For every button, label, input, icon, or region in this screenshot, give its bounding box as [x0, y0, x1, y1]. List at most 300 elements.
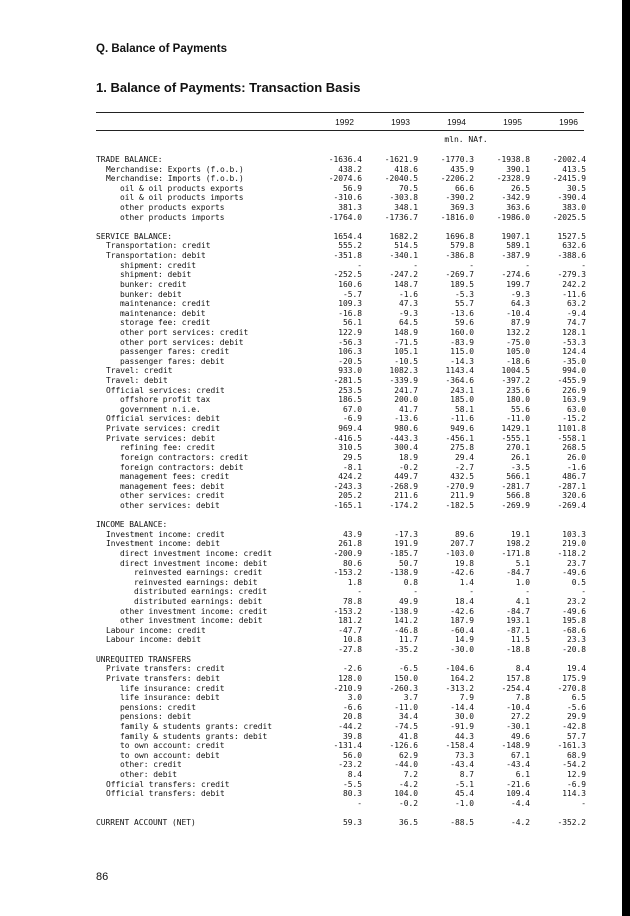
cell-1994: -30.0: [450, 645, 474, 655]
cell-1995: 49.6: [510, 731, 530, 741]
table-row: [96, 655, 584, 665]
table-row: [96, 549, 584, 559]
row-label: other: credit: [120, 760, 182, 770]
row-label: shipment: debit: [120, 270, 192, 280]
cell-1992: 933.0: [338, 366, 362, 376]
cell-1992: 106.3: [338, 347, 362, 357]
cell-1993: 11.7: [398, 635, 418, 645]
cell-1992: 555.2: [338, 241, 362, 251]
cell-1996: -9.4: [566, 308, 586, 318]
row-label: other: debit: [120, 770, 178, 779]
table-row: [96, 251, 584, 261]
cell-1992: -16.8: [338, 308, 362, 318]
cell-1996: 26.0: [566, 452, 586, 462]
table-row: [96, 241, 584, 251]
row-label: reinvested earnings: debit: [134, 577, 258, 587]
cell-1995: -397.2: [501, 376, 530, 386]
cell-1995: 363.6: [506, 203, 530, 213]
cell-1992: 29.5: [342, 452, 362, 462]
row-label: family & students grants: debit: [120, 731, 268, 741]
cell-1996: 128.1: [562, 327, 586, 337]
cell-1993: -6.5: [398, 664, 418, 674]
cell-1992: -416.5: [333, 433, 362, 443]
cell-1992: 1.8: [347, 577, 362, 587]
cell-1996: 23.7: [566, 558, 586, 568]
cell-1993: -0.2: [398, 798, 418, 808]
cell-1996: -20.8: [562, 645, 586, 655]
cell-1993: 191.9: [394, 539, 418, 549]
cell-1992: -: [357, 587, 362, 597]
cell-1995: 270.1: [506, 443, 530, 453]
table-row: [96, 751, 584, 761]
cell-1993: -71.5: [394, 337, 418, 347]
cell-1994: -11.6: [450, 414, 474, 424]
cell-1996: -390.4: [557, 193, 586, 203]
cell-1996: 413.5: [562, 164, 586, 174]
cell-1993: 50.7: [398, 558, 418, 568]
cell-1992: 56.0: [342, 750, 362, 760]
cell-1993: 64.5: [398, 318, 418, 328]
cell-1992: 310.5: [338, 443, 362, 453]
cell-1996: 57.7: [566, 731, 586, 741]
cell-1995: 1.0: [515, 577, 530, 587]
cell-1993: -1736.7: [384, 212, 418, 222]
cell-1995: -4.4: [510, 798, 530, 808]
row-label: bunker: credit: [120, 279, 187, 289]
cell-1992: 122.9: [338, 327, 362, 337]
cell-1992: -5.5: [342, 779, 362, 789]
cell-1994: -456.1: [445, 433, 474, 443]
cell-1994: -313.2: [445, 683, 474, 693]
spacer-row: [96, 808, 584, 818]
year-header: 1992: [335, 117, 354, 127]
cell-1995: 1004.5: [501, 366, 530, 376]
table-row: [96, 366, 584, 376]
cell-1996: 320.6: [562, 491, 586, 501]
cell-1995: -: [525, 260, 530, 270]
cell-1996: 23.2: [566, 597, 586, 607]
cell-1994: 115.0: [450, 347, 474, 357]
row-label: passenger fares: debit: [120, 356, 225, 366]
row-label: life insurance: credit: [120, 683, 225, 693]
table-row: [96, 568, 584, 578]
row-label: Labour income: debit: [106, 635, 202, 645]
cell-1993: 49.9: [398, 597, 418, 607]
table-row: [96, 587, 584, 597]
cell-1992: -6.6: [342, 702, 362, 712]
cell-1993: 200.0: [394, 395, 418, 405]
row-label: other services: debit: [120, 500, 220, 510]
cell-1992: -6.9: [342, 414, 362, 424]
cell-1995: 67.1: [510, 750, 530, 760]
table-row: [96, 280, 584, 290]
table-row: [96, 818, 584, 828]
cell-1992: -47.7: [338, 625, 362, 635]
cell-1995: 180.0: [506, 395, 530, 405]
cell-1996: 6.5: [571, 693, 586, 703]
row-label: Travel: debit: [106, 376, 168, 386]
row-label: Official transfers: credit: [106, 779, 230, 789]
row-label: to own account: credit: [120, 741, 225, 751]
cell-1994: 29.4: [454, 452, 474, 462]
cell-1993: -11.0: [394, 702, 418, 712]
table-row: [96, 789, 584, 799]
cell-1996: 268.5: [562, 443, 586, 453]
table-row: [96, 213, 584, 223]
cell-1996: 486.7: [562, 472, 586, 482]
table-row: [96, 328, 584, 338]
cell-1993: 41.8: [398, 731, 418, 741]
cell-1992: 160.6: [338, 279, 362, 289]
table-row: [96, 443, 584, 453]
cell-1993: 148.9: [394, 327, 418, 337]
cell-1995: -2328.9: [496, 174, 530, 184]
table-row: [96, 578, 584, 588]
cell-1994: 160.0: [450, 327, 474, 337]
year-header: 1993: [391, 117, 410, 127]
cell-1996: -279.3: [557, 270, 586, 280]
table-row: [96, 539, 584, 549]
cell-1995: -18.8: [506, 645, 530, 655]
row-label: Transportation: credit: [106, 241, 211, 251]
cell-1994: 207.7: [450, 539, 474, 549]
cell-1992: 381.3: [338, 203, 362, 213]
table-row: [96, 424, 584, 434]
cell-1995: -10.4: [506, 308, 530, 318]
cell-1993: -2040.5: [384, 174, 418, 184]
cell-1992: 1654.4: [333, 231, 362, 241]
cell-1996: -35.0: [562, 356, 586, 366]
cell-1992: -210.9: [333, 683, 362, 693]
row-label: Transportation: debit: [106, 251, 206, 261]
row-label: management fees: credit: [120, 472, 230, 482]
cell-1994: -5.1: [454, 779, 474, 789]
cell-1996: -2025.5: [552, 212, 586, 222]
cell-1994: -2206.2: [440, 174, 474, 184]
page-number: 86: [96, 871, 109, 883]
cell-1992: -165.1: [333, 500, 362, 510]
cell-1993: 211.6: [394, 491, 418, 501]
row-label: Merchandise: Exports (f.o.b.): [106, 164, 244, 174]
cell-1994: -158.4: [445, 741, 474, 751]
cell-1995: 109.4: [506, 789, 530, 799]
cell-1995: 566.8: [506, 491, 530, 501]
cell-1993: 105.1: [394, 347, 418, 357]
cell-1994: 55.7: [454, 299, 474, 309]
spacer-row: [96, 511, 584, 521]
cell-1995: -1986.0: [496, 212, 530, 222]
cell-1993: 141.2: [394, 616, 418, 626]
cell-1993: -260.3: [389, 683, 418, 693]
cell-1992: 43.9: [342, 529, 362, 539]
row-label: Private transfers: credit: [106, 664, 225, 674]
table-row: [96, 434, 584, 444]
table-row: [96, 607, 584, 617]
table-row: [96, 261, 584, 271]
cell-1996: -270.8: [557, 683, 586, 693]
cell-1996: -49.6: [562, 606, 586, 616]
cell-1995: 55.6: [510, 404, 530, 414]
cell-1993: -10.5: [394, 356, 418, 366]
cell-1995: -4.2: [510, 818, 530, 828]
cell-1995: 199.7: [506, 279, 530, 289]
row-label: pensions: credit: [120, 702, 197, 712]
cell-1995: 1907.1: [501, 231, 530, 241]
cell-1993: 418.6: [394, 164, 418, 174]
cell-1993: 104.0: [394, 789, 418, 799]
cell-1995: -387.9: [501, 251, 530, 261]
cell-1996: 103.3: [562, 529, 586, 539]
cell-1996: 226.9: [562, 385, 586, 395]
cell-1992: 128.0: [338, 673, 362, 683]
cell-1995: -11.0: [506, 414, 530, 424]
cell-1996: 219.0: [562, 539, 586, 549]
cell-1996: 0.5: [571, 577, 586, 587]
cell-1995: 193.1: [506, 616, 530, 626]
cell-1994: -103.0: [445, 548, 474, 558]
cell-1993: -247.2: [389, 270, 418, 280]
cell-1993: -1.6: [398, 289, 418, 299]
cell-1994: 44.3: [454, 731, 474, 741]
cell-1992: 261.8: [338, 539, 362, 549]
table-row: [96, 386, 584, 396]
table-row: [96, 309, 584, 319]
cell-1995: 157.8: [506, 673, 530, 683]
table-row: [96, 616, 584, 626]
cell-1996: 23.3: [566, 635, 586, 645]
cell-1996: -11.6: [562, 289, 586, 299]
cell-1993: -17.3: [394, 529, 418, 539]
cell-1992: -56.3: [338, 337, 362, 347]
cell-1996: 74.7: [566, 318, 586, 328]
cell-1992: 20.8: [342, 712, 362, 722]
row-label: Labour income: credit: [106, 625, 206, 635]
section-title: Q. Balance of Payments: [96, 43, 228, 55]
cell-1995: 26.5: [510, 183, 530, 193]
cell-1994: -270.9: [445, 481, 474, 491]
cell-1993: 62.9: [398, 750, 418, 760]
cell-1992: 969.4: [338, 424, 362, 434]
cell-1992: -: [357, 260, 362, 270]
cell-1994: -83.9: [450, 337, 474, 347]
cell-1992: -: [357, 798, 362, 808]
table-row: [96, 520, 584, 530]
cell-1993: -44.0: [394, 760, 418, 770]
row-label: maintenance: credit: [120, 299, 211, 309]
cell-1992: 8.4: [347, 770, 362, 779]
cell-1992: -5.7: [342, 289, 362, 299]
row-label: passenger fares: credit: [120, 347, 230, 357]
row-label: government n.i.e.: [120, 404, 201, 414]
cell-1993: -0.2: [398, 462, 418, 472]
spacer-row: [96, 222, 584, 232]
cell-1994: 1696.8: [445, 231, 474, 241]
row-label: TRADE BALANCE:: [96, 155, 163, 164]
cell-1995: -84.7: [506, 606, 530, 616]
cell-1996: -49.6: [562, 568, 586, 578]
row-label: to own account: debit: [120, 750, 220, 760]
cell-1995: -87.1: [506, 625, 530, 635]
cell-1994: -14.3: [450, 356, 474, 366]
cell-1994: -88.5: [450, 818, 474, 828]
row-label: UNREQUITED TRANSFERS: [96, 654, 192, 664]
cell-1996: -15.2: [562, 414, 586, 424]
cell-1994: -390.2: [445, 193, 474, 203]
cell-1993: -443.3: [389, 433, 418, 443]
cell-1996: 19.4: [566, 664, 586, 674]
table-row: [96, 405, 584, 415]
cell-1996: 632.6: [562, 241, 586, 251]
table-row: [96, 597, 584, 607]
row-label: other port services: debit: [120, 337, 244, 347]
table-row: [96, 318, 584, 328]
cell-1993: 1082.3: [389, 366, 418, 376]
cell-1995: 19.1: [510, 529, 530, 539]
cell-1993: -185.7: [389, 548, 418, 558]
cell-1992: -252.5: [333, 270, 362, 280]
cell-1993: 1682.2: [389, 231, 418, 241]
cell-1993: -303.8: [389, 193, 418, 203]
cell-1995: -171.8: [501, 548, 530, 558]
cell-1996: -6.9: [566, 779, 586, 789]
row-label: Private services: debit: [106, 433, 216, 443]
balance-of-payments-table: [96, 155, 584, 828]
row-label: bunker: debit: [120, 289, 182, 299]
cell-1996: 1527.5: [557, 231, 586, 241]
table-row: [96, 347, 584, 357]
cell-1993: 47.3: [398, 299, 418, 309]
cell-1993: -174.2: [389, 500, 418, 510]
cell-1994: 19.8: [454, 558, 474, 568]
row-label: other products imports: [120, 212, 225, 222]
cell-1994: 243.1: [450, 385, 474, 395]
cell-1994: -: [469, 260, 474, 270]
row-label: Official transfers: debit: [106, 789, 225, 799]
table-row: [96, 338, 584, 348]
row-label: oil & oil products imports: [120, 193, 244, 203]
table-row: [96, 395, 584, 405]
row-label: offshore profit tax: [120, 395, 211, 405]
cell-1996: 242.2: [562, 279, 586, 289]
cell-1992: -153.2: [333, 606, 362, 616]
cell-1994: -14.4: [450, 702, 474, 712]
cell-1996: 994.0: [562, 366, 586, 376]
row-label: Travel: credit: [106, 366, 173, 376]
cell-1994: 189.5: [450, 279, 474, 289]
row-label: Merchandise: Imports (f.o.b.): [106, 174, 244, 184]
row-label: family & students grants: credit: [120, 721, 273, 731]
table-row: [96, 414, 584, 424]
cell-1992: -310.6: [333, 193, 362, 203]
row-label: Official services: debit: [106, 414, 221, 424]
cell-1993: 514.5: [394, 241, 418, 251]
row-label: SERVICE BALANCE:: [96, 231, 173, 241]
cell-1992: -23.2: [338, 760, 362, 770]
cell-1993: 300.4: [394, 443, 418, 453]
cell-1994: -182.5: [445, 500, 474, 510]
cell-1994: 58.1: [454, 404, 474, 414]
cell-1992: 205.2: [338, 491, 362, 501]
table-row: [96, 232, 584, 242]
table-row: [96, 501, 584, 511]
cell-1993: -339.9: [389, 376, 418, 386]
cell-1994: 66.6: [454, 183, 474, 193]
table-row: [96, 376, 584, 386]
table-row: [96, 482, 584, 492]
cell-1992: 67.0: [342, 404, 362, 414]
cell-1996: -: [581, 798, 586, 808]
cell-1994: 275.8: [450, 443, 474, 453]
cell-1996: -: [581, 587, 586, 597]
cell-1996: -53.3: [562, 337, 586, 347]
cell-1995: -43.4: [506, 760, 530, 770]
cell-1995: 26.1: [510, 452, 530, 462]
cell-1995: -10.4: [506, 702, 530, 712]
table-row: [96, 693, 584, 703]
cell-1996: -118.2: [557, 548, 586, 558]
cell-1996: 12.9: [566, 770, 586, 779]
table-row: [96, 712, 584, 722]
cell-1995: -30.1: [506, 721, 530, 731]
cell-1994: -5.3: [454, 289, 474, 299]
cell-1993: 18.9: [398, 452, 418, 462]
cell-1994: -42.6: [450, 606, 474, 616]
cell-1993: 980.6: [394, 424, 418, 434]
table-row: [96, 530, 584, 540]
cell-1995: 4.1: [515, 597, 530, 607]
cell-1994: 211.9: [450, 491, 474, 501]
cell-1992: 56.9: [342, 183, 362, 193]
cell-1993: -46.8: [394, 625, 418, 635]
cell-1994: 73.3: [454, 750, 474, 760]
table-row: [96, 299, 584, 309]
cell-1995: 5.1: [515, 558, 530, 568]
cell-1995: 198.2: [506, 539, 530, 549]
cell-1995: 87.9: [510, 318, 530, 328]
cell-1992: 181.2: [338, 616, 362, 626]
cell-1996: -2415.9: [552, 174, 586, 184]
row-label: pensions: debit: [120, 712, 192, 722]
cell-1992: -44.2: [338, 721, 362, 731]
cell-1992: -2074.6: [328, 174, 362, 184]
cell-1995: 6.1: [515, 770, 530, 779]
table-row: [96, 357, 584, 367]
table-row: [96, 559, 584, 569]
cell-1993: -4.2: [398, 779, 418, 789]
cell-1994: 1.4: [459, 577, 474, 587]
cell-1996: 124.4: [562, 347, 586, 357]
cell-1993: 36.5: [398, 818, 418, 828]
cell-1993: 3.7: [403, 693, 418, 703]
table-row: [96, 472, 584, 482]
cell-1994: 164.2: [450, 673, 474, 683]
cell-1993: -138.9: [389, 568, 418, 578]
cell-1994: -43.4: [450, 760, 474, 770]
table-row: [96, 674, 584, 684]
cell-1994: 7.9: [459, 693, 474, 703]
cell-1995: 589.1: [506, 241, 530, 251]
cell-1994: -104.6: [445, 664, 474, 674]
cell-1992: 80.6: [342, 558, 362, 568]
cell-1995: 8.4: [515, 664, 530, 674]
table-row: [96, 184, 584, 194]
cell-1993: -: [413, 260, 418, 270]
cell-1996: 30.5: [566, 183, 586, 193]
cell-1994: -269.7: [445, 270, 474, 280]
cell-1996: -54.2: [562, 760, 586, 770]
cell-1995: 1429.1: [501, 424, 530, 434]
cell-1992: 253.5: [338, 385, 362, 395]
